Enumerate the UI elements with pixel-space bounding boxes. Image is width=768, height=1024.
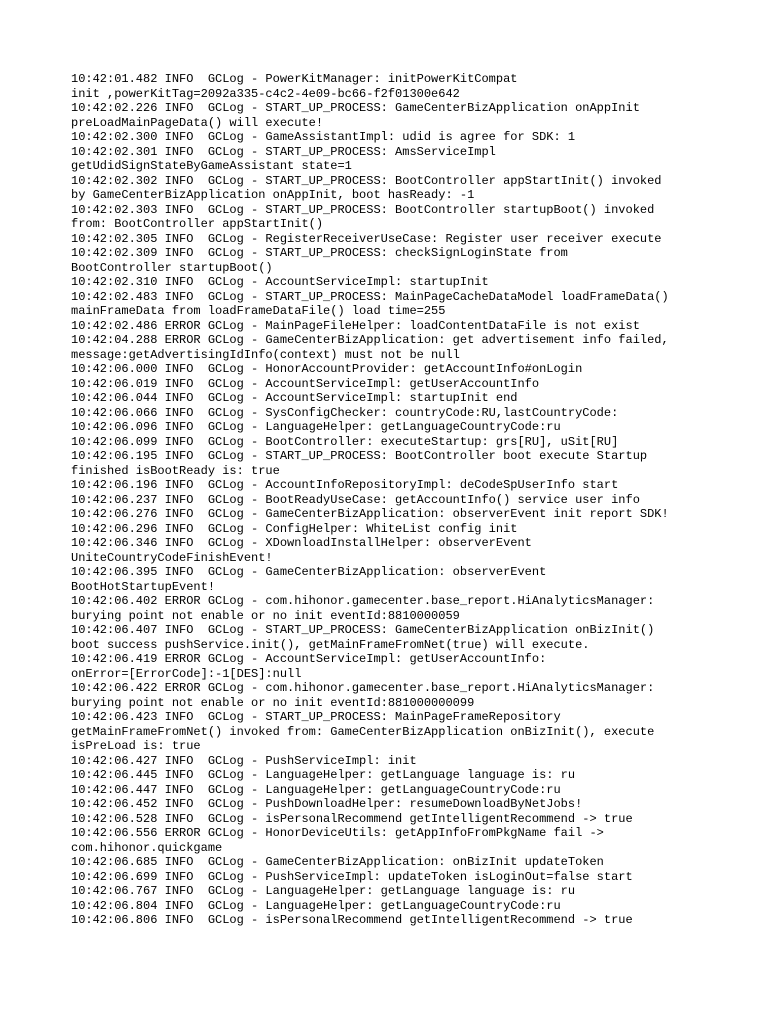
log-line: 10:42:06.195 INFO GCLog - START_UP_PROCESS: BootController boot execute Startup bbox=[71, 449, 648, 463]
log-line: 10:42:06.528 INFO GCLog - isPersonalRecommend getIntelligentRecommend -> true bbox=[71, 811, 633, 826]
log-line: 10:42:06.346 INFO GCLog - XDownloadInstallHelper: observerEvent bbox=[71, 536, 532, 550]
log-line: 10:42:06.407 INFO GCLog - START_UP_PROCESS: GameCenterBizApplication onBizInit() bbox=[71, 623, 655, 637]
log-line: 10:42:06.804 INFO GCLog - LanguageHelper: getLanguageCountryCode:ru bbox=[71, 898, 561, 913]
log-line: isPreLoad is: true bbox=[71, 739, 201, 753]
log-line: 10:42:01.482 INFO GCLog - PowerKitManager: initPowerKitCompat bbox=[71, 72, 518, 86]
log-line: 10:42:06.445 INFO GCLog - LanguageHelper: getLanguage language is: ru bbox=[71, 768, 576, 782]
log-line: preLoadMainPageData() will execute! bbox=[71, 115, 324, 130]
log-line: 10:42:06.452 INFO GCLog - PushDownloadHelper: resumeDownloadByNetJobs! bbox=[71, 797, 583, 811]
log-line: 10:42:06.685 INFO GCLog - GameCenterBizApplication: onBizInit updateToken bbox=[71, 855, 604, 869]
log-line: BootController startupBoot() bbox=[71, 260, 273, 275]
log-line: 10:42:02.310 INFO GCLog - AccountServiceImpl: startupInit bbox=[71, 275, 489, 289]
log-line: by GameCenterBizApplication onAppInit, boot hasReady: -1 bbox=[71, 188, 475, 202]
log-line: 10:42:06.423 INFO GCLog - START_UP_PROCESS: MainPageFrameRepository bbox=[71, 710, 561, 724]
log-line: 10:42:06.427 INFO GCLog - PushServiceImpl: init bbox=[71, 753, 417, 768]
log-document bbox=[71, 72, 711, 928]
log-line: 10:42:06.296 INFO GCLog - ConfigHelper: WhiteList config init bbox=[71, 521, 518, 536]
log-line: boot success pushService.init(), getMainFrameFromNet(true) will execute. bbox=[71, 637, 590, 652]
log-line: 10:42:06.806 INFO GCLog - isPersonalRecommend getIntelligentRecommend -> true bbox=[71, 913, 633, 927]
log-line: message:getAdvertisingIdInfo(context) must not be null bbox=[71, 347, 460, 362]
log-line: 10:42:06.099 INFO GCLog - BootController: executeStartup: grs[RU], uSit[RU] bbox=[71, 434, 619, 449]
log-line: 10:42:02.300 INFO GCLog - GameAssistantImpl: udid is agree for SDK: 1 bbox=[71, 130, 576, 144]
log-line: onError=[ErrorCode]:-1[DES]:null bbox=[71, 666, 302, 681]
log-line: 10:42:06.096 INFO GCLog - LanguageHelper: getLanguageCountryCode:ru bbox=[71, 420, 561, 434]
log-line: 10:42:04.288 ERROR GCLog - GameCenterBizApplication: get advertisement info failed, bbox=[71, 333, 669, 347]
log-line: 10:42:06.196 INFO GCLog - AccountInfoRepositoryImpl: deCodeSpUserInfo start bbox=[71, 478, 619, 492]
log-line: BootHotStartupEvent! bbox=[71, 579, 216, 594]
log-line: 10:42:02.305 INFO GCLog - RegisterReceiverUseCase: Register user receiver execute bbox=[71, 231, 662, 246]
log-line: 10:42:06.556 ERROR GCLog - HonorDeviceUtils: getAppInfoFromPkgName fail -> bbox=[71, 826, 604, 840]
log-line: 10:42:06.767 INFO GCLog - LanguageHelper: getLanguage language is: ru bbox=[71, 884, 576, 898]
log-line: mainFrameData from loadFrameDataFile() load time=255 bbox=[71, 304, 446, 318]
log-line: 10:42:06.066 INFO GCLog - SysConfigChecker: countryCode:RU,lastCountryCode: bbox=[71, 405, 619, 420]
log-line: 10:42:02.309 INFO GCLog - START_UP_PROCESS: checkSignLoginState from bbox=[71, 246, 568, 260]
log-line: init ,powerKitTag=2092a335-c4c2-4e09-bc66-f2f01300e642 bbox=[71, 86, 460, 101]
log-line: burying point not enable or no init eventId:881000000099 bbox=[71, 695, 475, 710]
log-line: 10:42:06.422 ERROR GCLog - com.hihonor.gamecenter.base_report.HiAnalyticsManager: bbox=[71, 681, 655, 695]
log-line: 10:42:06.419 ERROR GCLog - AccountServiceImpl: getUserAccountInfo: bbox=[71, 652, 547, 666]
log-line: 10:42:06.000 INFO GCLog - HonorAccountProvider: getAccountInfo#onLogin bbox=[71, 362, 583, 376]
log-line: 10:42:06.276 INFO GCLog - GameCenterBizApplication: observerEvent init report SDK! bbox=[71, 507, 669, 521]
log-line: 10:42:02.483 INFO GCLog - START_UP_PROCESS: MainPageCacheDataModel loadFrameData() bbox=[71, 289, 669, 304]
log-line: from: BootController appStartInit() bbox=[71, 217, 324, 231]
log-line: 10:42:06.237 INFO GCLog - BootReadyUseCase: getAccountInfo() service user info bbox=[71, 492, 640, 507]
log-line: 10:42:06.044 INFO GCLog - AccountServiceImpl: startupInit end bbox=[71, 391, 518, 405]
log-line: 10:42:02.486 ERROR GCLog - MainPageFileHelper: loadContentDataFile is not exist bbox=[71, 318, 640, 333]
log-line: 10:42:06.447 INFO GCLog - LanguageHelper: getLanguageCountryCode:ru bbox=[71, 782, 561, 797]
log-line: 10:42:02.301 INFO GCLog - START_UP_PROCESS: AmsServiceImpl bbox=[71, 144, 496, 159]
log-line: 10:42:06.699 INFO GCLog - PushServiceImpl: updateToken isLoginOut=false start bbox=[71, 869, 633, 884]
log-line: getUdidSignStateByGameAssistant state=1 bbox=[71, 159, 352, 173]
log-line: 10:42:02.302 INFO GCLog - START_UP_PROCESS: BootController appStartInit() invoked bbox=[71, 173, 662, 188]
log-line: com.hihonor.quickgame bbox=[71, 840, 223, 855]
log-line: UniteCountryCodeFinishEvent! bbox=[71, 550, 273, 565]
log-line: 10:42:02.303 INFO GCLog - START_UP_PROCESS: BootController startupBoot() invoked bbox=[71, 202, 655, 217]
log-line: getMainFrameFromNet() invoked from: GameCenterBizApplication onBizInit(), execute bbox=[71, 724, 655, 739]
log-line: finished isBootReady is: true bbox=[71, 463, 280, 478]
log-line: 10:42:06.019 INFO GCLog - AccountServiceImpl: getUserAccountInfo bbox=[71, 376, 540, 391]
log-line: 10:42:06.402 ERROR GCLog - com.hihonor.gamecenter.base_report.HiAnalyticsManager: bbox=[71, 594, 655, 608]
log-line: burying point not enable or no init eventId:8810000059 bbox=[71, 608, 460, 623]
log-line: 10:42:06.395 INFO GCLog - GameCenterBizApplication: observerEvent bbox=[71, 565, 547, 579]
log-line: 10:42:02.226 INFO GCLog - START_UP_PROCESS: GameCenterBizApplication onAppInit bbox=[71, 101, 640, 115]
